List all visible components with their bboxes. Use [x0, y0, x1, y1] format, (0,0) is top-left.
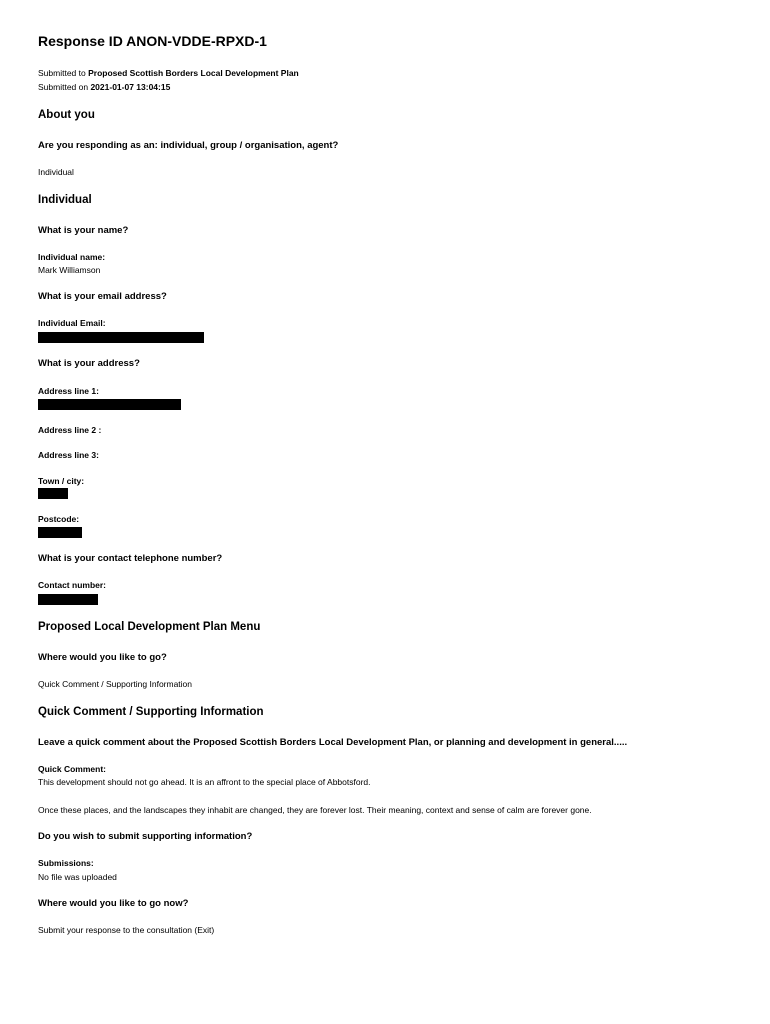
supporting-info-question: Do you wish to submit supporting information?: [38, 831, 253, 842]
about-you-heading: About you: [38, 109, 95, 121]
address-line1-label: Address line 1:: [38, 386, 99, 396]
menu-answer: Quick Comment / Supporting Information: [38, 679, 193, 689]
postcode-redaction: [38, 527, 82, 538]
town-redaction: [38, 488, 68, 499]
address-question: What is your address?: [38, 358, 140, 369]
submitted-to-value: Proposed Scottish Borders Local Development Plan: [88, 68, 299, 78]
address-line1-redaction: [38, 399, 181, 410]
phone-label: Contact number:: [38, 580, 106, 590]
next-answer: Submit your response to the consultation (Exit): [38, 925, 215, 935]
submissions-value: No file was uploaded: [38, 872, 117, 882]
name-label: Individual name:: [38, 252, 106, 262]
quick-comment-question: Leave a quick comment about the Proposed Scottish Borders Local Development Plan, or planning and development in general.....: [38, 737, 628, 748]
name-question: What is your name?: [38, 225, 129, 236]
town-label: Town / city:: [38, 476, 85, 486]
quick-comment-line1: This development should not go ahead. It is an affront to the special place of Abbotsford.: [38, 777, 371, 787]
postcode-label: Postcode:: [38, 514, 80, 524]
phone-redaction: [38, 594, 98, 605]
email-question: What is your email address?: [38, 291, 167, 302]
submitted-to-line: [38, 68, 299, 78]
quick-comment-heading: Quick Comment / Supporting Information: [38, 706, 264, 718]
phone-question: What is your contact telephone number?: [38, 553, 223, 564]
respondent-type-answer: Individual: [38, 167, 74, 177]
respondent-type-question: Are you responding as an: individual, group / organisation, agent?: [38, 140, 339, 151]
quick-comment-line2: Once these places, and the landscapes they inhabit are changed, they are forever lost. Their meaning, context and sense of calm are forever gone.: [38, 805, 592, 815]
submissions-label: Submissions:: [38, 858, 94, 868]
email-redaction: [38, 332, 204, 343]
submitted-on-prefix: Submitted on: [38, 82, 91, 92]
next-question: Where would you like to go now?: [38, 898, 189, 909]
menu-heading: Proposed Local Development Plan Menu: [38, 621, 261, 633]
submitted-to-prefix: Submitted to: [38, 68, 89, 78]
name-value: Mark Williamson: [38, 265, 101, 275]
menu-question: Where would you like to go?: [38, 652, 167, 663]
submitted-on-line: [38, 82, 170, 92]
email-label: Individual Email:: [38, 318, 106, 328]
response-title: Response ID ANON-VDDE-RPXD-1: [38, 33, 267, 49]
address-line3-label: Address line 3:: [38, 450, 99, 460]
submitted-on-value: 2021-01-07 13:04:15: [90, 82, 171, 92]
address-line2-label: Address line 2 :: [38, 425, 102, 435]
individual-heading: Individual: [38, 194, 92, 206]
quick-comment-label: Quick Comment:: [38, 764, 107, 774]
